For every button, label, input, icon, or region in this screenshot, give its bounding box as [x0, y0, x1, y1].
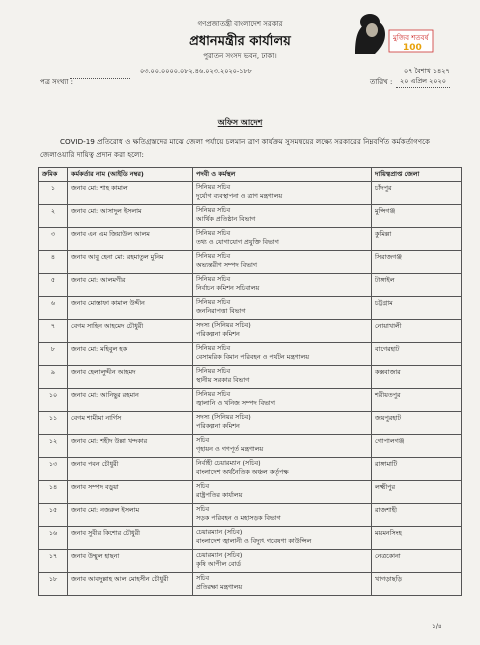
row-serial: ৫ — [39, 274, 68, 297]
row-post-office: নির্বাচন কমিশন সচিবালয় — [196, 284, 260, 292]
row-district: রাঙ্গামাটি — [372, 458, 462, 481]
row-district: চাঁদপুর — [372, 182, 462, 205]
row-post — [193, 527, 372, 550]
subject-title: অফিস আদেশ — [217, 118, 263, 127]
table-row — [39, 527, 462, 550]
row-district: কক্সবাজার — [372, 366, 462, 389]
row-district: জয়পুরহাট — [372, 412, 462, 435]
row-officer-name: বেগম সাহিন আহমেদ চৌধুরী — [68, 320, 193, 343]
row-serial: ৩ — [39, 228, 68, 251]
row-post-title: সিনিয়র সচিব — [196, 275, 231, 283]
row-post — [193, 435, 372, 458]
row-post-office: সড়ক পরিবহন ও মহাসড়ক বিভাগ — [196, 514, 281, 522]
row-post-office: অভ্যন্তরীণ সম্পদ বিভাগ — [196, 261, 257, 269]
table-row — [39, 297, 462, 320]
row-post-office: প্রতিরক্ষা মন্ত্রণালয় — [196, 583, 243, 591]
row-post-title: সিনিয়র সচিব — [196, 298, 231, 306]
row-district: গোপালগঞ্জ — [372, 435, 462, 458]
row-district: চট্টগ্রাম — [372, 297, 462, 320]
logo-text: মুজিব শতবর্ষ — [393, 34, 429, 42]
row-post-title: সিনিয়র সচিব — [196, 367, 231, 375]
row-post — [193, 182, 372, 205]
row-officer-name: জনাব সুবীর কিশোর চৌধুরী — [68, 527, 193, 550]
row-officer-name: জনাব মো: আলমগীর — [68, 274, 193, 297]
row-serial: ১৭ — [39, 550, 68, 573]
date-bengali: ০৭ বৈশাখ ১৪২৭ — [404, 67, 450, 75]
row-serial: ৯ — [39, 366, 68, 389]
row-post-office: দুর্যোগ ব্যবস্থাপনা ও ত্রাণ মন্ত্রণালয় — [196, 192, 283, 200]
row-post-title: সচিব — [196, 574, 210, 582]
mujib-borsho-logo — [345, 8, 437, 58]
row-post-title: চেয়ারম্যান (সচিব) — [196, 528, 243, 536]
row-post — [193, 343, 372, 366]
row-post-office: বেসামরিক বিমান পরিবহন ও পর্যটন মন্ত্রণালয় — [196, 353, 310, 361]
row-officer-name: জনাব মো: শাহ কামাল — [68, 182, 193, 205]
row-post-title: সিনিয়র সচিব — [196, 252, 231, 260]
row-post — [193, 504, 372, 527]
row-post-office: জ্বালানি ও খনিজ সম্পদ বিভাগ — [196, 399, 275, 407]
table-row — [39, 343, 462, 366]
table-row — [39, 435, 462, 458]
row-district: রাজশাহী — [372, 504, 462, 527]
table-row — [39, 228, 462, 251]
row-officer-name: বেগম শামীমা নার্গিস — [68, 412, 193, 435]
row-serial: ৪ — [39, 251, 68, 274]
intro-paragraph: COVID-19 প্রতিরোধ ও ক্ষতিগ্রস্তদের মাঝে জেলা পর্যায়ে চলমান ত্রাণ কার্যক্রম সুসমন্বয়ের লক্ষ্যে সরকারের নিম্নবর্ণিত কর্মকর্তাগণকে জেলাওয়ারি দায়িত্ব প্রদান করা হলো: — [40, 137, 431, 159]
row-post-title: সচিব — [196, 436, 210, 444]
row-post — [193, 550, 372, 573]
row-post — [193, 389, 372, 412]
table-row — [39, 320, 462, 343]
row-district: বাগেরহাট — [372, 343, 462, 366]
row-post-office: জননিরাপত্তা বিভাগ — [196, 307, 246, 315]
row-post-title: নির্বাহী চেয়ারম্যান (সচিব) — [196, 459, 261, 467]
date-english: ২০ এপ্রিল ২০২০ — [396, 76, 450, 88]
table-row — [39, 481, 462, 504]
row-officer-name: জনাব মো: আনিছুর রহমান — [68, 389, 193, 412]
table-row — [39, 205, 462, 228]
page-number: ১/৪ — [432, 623, 442, 630]
office-title: প্রধানমন্ত্রীর কার্যালয় — [189, 34, 291, 49]
row-post-title: সচিব — [196, 482, 210, 490]
row-post-office: বাংলাদেশ অর্থনৈতিক অঞ্চল কর্তৃপক্ষ — [196, 468, 289, 476]
row-post-title: চেয়ারম্যান (সচিব) — [196, 551, 243, 559]
row-serial: ৮ — [39, 343, 68, 366]
table-row — [39, 412, 462, 435]
row-post-office: কৃষি আপীল বোর্ড — [196, 560, 241, 568]
row-serial: ১৩ — [39, 458, 68, 481]
row-post-title: সিনিয়র সচিব — [196, 344, 231, 352]
row-serial: ৭ — [39, 320, 68, 343]
header-name: কর্মকর্তার নাম (আইডি নম্বর) — [68, 168, 193, 182]
table-row — [39, 389, 462, 412]
row-post — [193, 274, 372, 297]
row-post-title: সিনিয়র সচিব — [196, 229, 231, 237]
row-serial: ১০ — [39, 389, 68, 412]
row-officer-name: জনাব মো: শহীদ উল্লা খন্দকার — [68, 435, 193, 458]
row-serial: ২ — [39, 205, 68, 228]
table-row — [39, 550, 462, 573]
row-district: ময়মনসিংহ — [372, 527, 462, 550]
row-post — [193, 573, 372, 596]
row-officer-name: জনাব পবন চৌধুরী — [68, 458, 193, 481]
row-officer-name: জনাব হেলালুদ্দীন আহমদ — [68, 366, 193, 389]
table-row — [39, 573, 462, 596]
row-officer-name: জনাব মো: নজরুল ইসলাম — [68, 504, 193, 527]
row-officer-name: জনাব সম্পদ বড়ুয়া — [68, 481, 193, 504]
row-post-office: আর্থিক প্রতিষ্ঠান বিভাগ — [196, 215, 256, 223]
row-district: শরীয়তপুর — [372, 389, 462, 412]
row-serial: ১ — [39, 182, 68, 205]
row-district: সিরাজগঞ্জ — [372, 251, 462, 274]
reference-label: পত্র সংখ্যা : — [40, 78, 73, 86]
row-officer-name: জনাব মো: আসাদুল ইসলাম — [68, 205, 193, 228]
header-post: পদবী ও কর্মস্থল — [193, 168, 372, 182]
table-row — [39, 274, 462, 297]
row-post — [193, 320, 372, 343]
row-post — [193, 412, 372, 435]
table-row — [39, 458, 462, 481]
row-district: মুন্সিগঞ্জ — [372, 205, 462, 228]
row-serial: ১৮ — [39, 573, 68, 596]
row-post-title: সিনিয়র সচিব — [196, 183, 231, 191]
row-post-title: সদস্য (সিনিয়র সচিব) — [196, 321, 251, 329]
table-row — [39, 182, 462, 205]
table-header-row — [39, 168, 462, 182]
row-post — [193, 481, 372, 504]
row-district: নোয়াখালী — [372, 320, 462, 343]
row-post — [193, 458, 372, 481]
row-officer-name: জনাব আবু হেনা মো: রহমাতুল মুনিম — [68, 251, 193, 274]
row-officer-name: জনাব এন এম জিয়াউল আলম — [68, 228, 193, 251]
row-district: কুমিল্লা — [372, 228, 462, 251]
row-post — [193, 228, 372, 251]
row-post-title: সিনিয়র সচিব — [196, 390, 231, 398]
row-serial: ১৫ — [39, 504, 68, 527]
office-address: পুরাতন সংসদ ভবন, ঢাকা। — [203, 52, 277, 60]
row-post-office: রাষ্ট্রপতির কার্যালয় — [196, 491, 243, 499]
row-post-office: তথ্য ও যোগাযোগ প্রযুক্তি বিভাগ — [196, 238, 279, 246]
row-officer-name: জনাব আবদুল্লাহ আল মোহসীন চৌধুরী — [68, 573, 193, 596]
row-post — [193, 251, 372, 274]
row-serial: ১৪ — [39, 481, 68, 504]
row-post — [193, 297, 372, 320]
row-serial: ১২ — [39, 435, 68, 458]
row-post-office: পরিকল্পনা কমিশন — [196, 422, 240, 430]
row-district: খাগড়াছড়ি — [372, 573, 462, 596]
row-post — [193, 205, 372, 228]
row-officer-name: জনাব মো: মহিবুল হক — [68, 343, 193, 366]
row-officer-name: জনাব উম্মুল হাছনা — [68, 550, 193, 573]
row-district: নেত্রকোনা — [372, 550, 462, 573]
government-title: গণপ্রজাতন্ত্রী বাংলাদেশ সরকার — [197, 20, 283, 28]
row-officer-name: জনাব মোস্তাফা কামাল উদ্দীন — [68, 297, 193, 320]
row-serial: ১৬ — [39, 527, 68, 550]
reference-number: ০৩.০০.০০০০.০৮২.৪৬.০২৩.২০২০-১৮৮ — [140, 67, 252, 75]
row-district: টাঙ্গাইল — [372, 274, 462, 297]
header-serial: ক্রমিক — [39, 168, 68, 182]
row-post-office: পরিকল্পনা কমিশন — [196, 330, 240, 338]
row-post-title: সিনিয়র সচিব — [196, 206, 231, 214]
reference-dotted-line — [70, 78, 130, 79]
row-serial: ১১ — [39, 412, 68, 435]
row-post-office: স্থানীয় সরকার বিভাগ — [196, 376, 250, 384]
table-row — [39, 251, 462, 274]
row-post-office: বাংলাদেশ জ্বালানী ও বিদ্যুৎ গবেষণা কাউন্সিল — [196, 537, 312, 545]
assignment-table — [38, 167, 462, 596]
row-post-title: সচিব — [196, 505, 210, 513]
row-district: লক্ষ্মীপুর — [372, 481, 462, 504]
table-row — [39, 366, 462, 389]
table-body — [39, 182, 462, 596]
table-row — [39, 504, 462, 527]
row-serial: ৬ — [39, 297, 68, 320]
date-label: তারিখ : — [370, 78, 393, 86]
row-post-office: গৃহায়ন ও গণপূর্ত মন্ত্রণালয় — [196, 445, 264, 453]
row-post — [193, 366, 372, 389]
logo-number: 100 — [403, 43, 422, 53]
header-district: দায়িত্বপ্রাপ্ত জেলা — [372, 168, 462, 182]
row-post-title: সদস্য (সিনিয়র সচিব) — [196, 413, 251, 421]
